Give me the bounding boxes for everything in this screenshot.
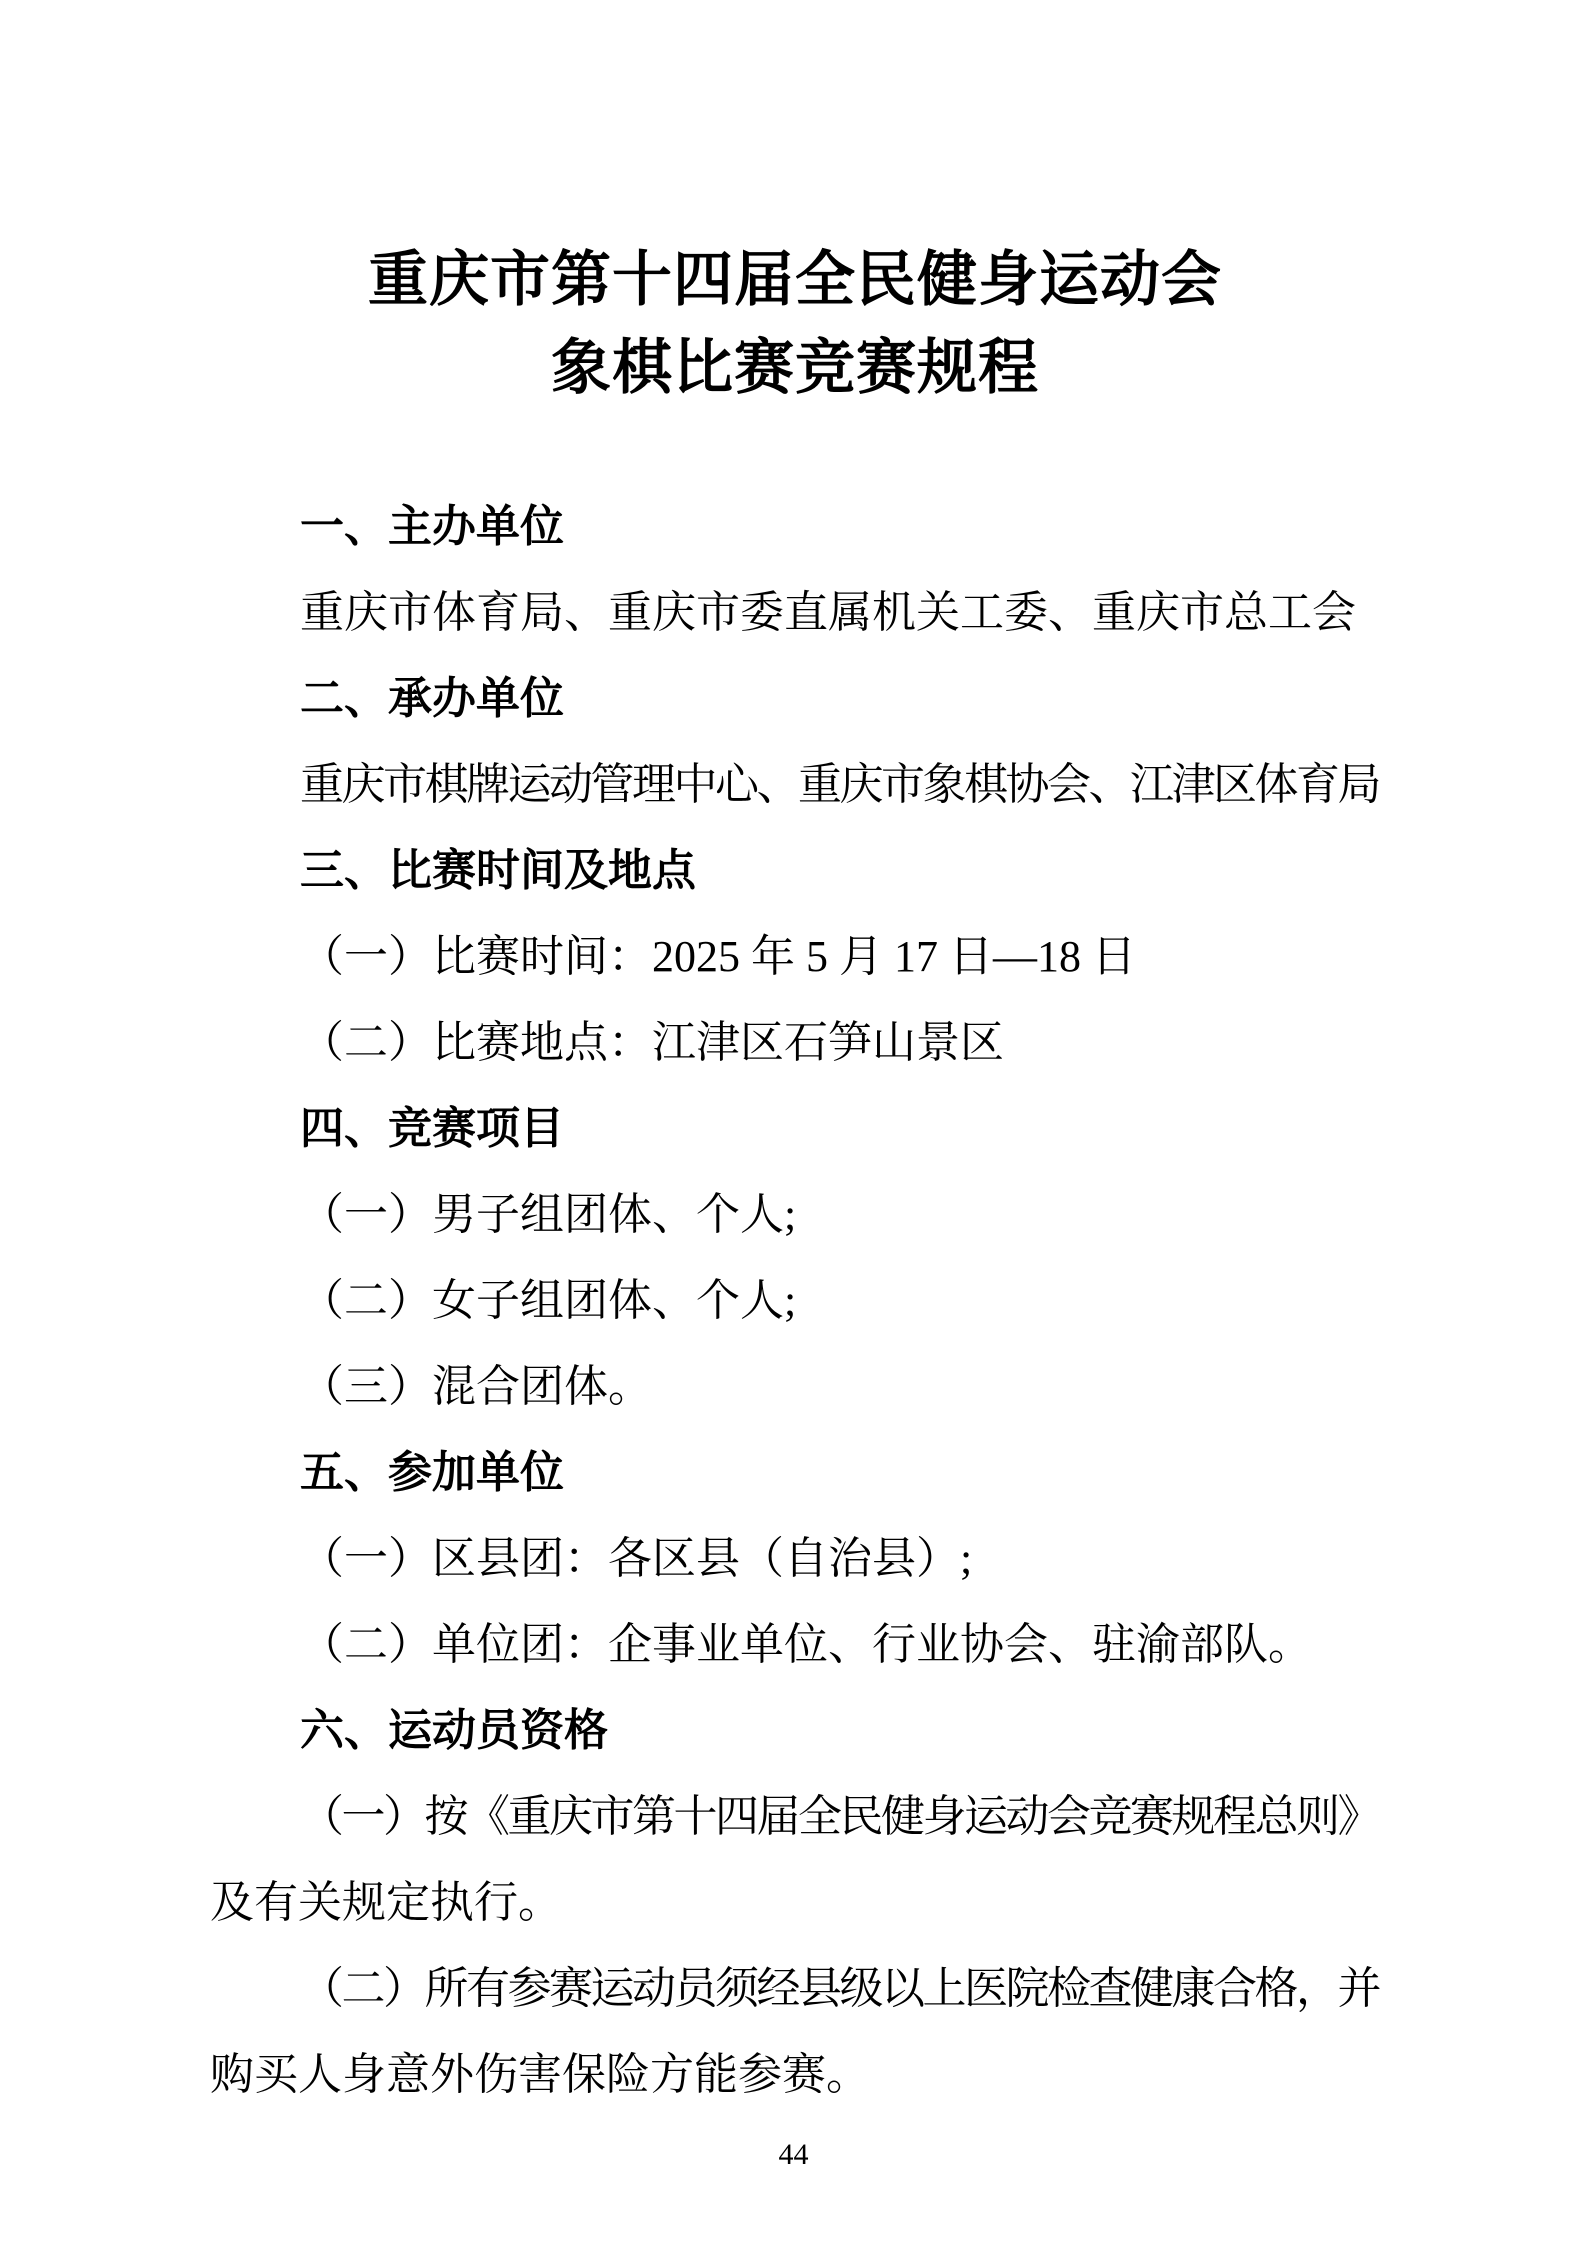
paragraph-line: （一）男子组团体、个人; [300, 1190, 797, 1239]
paragraph-line: （二）所有参赛运动员须经县级以上医院检查健康合格，并 [300, 1964, 1379, 2013]
document-body [210, 484, 1380, 2118]
section-heading-2: 二、承办单位 [300, 674, 564, 723]
document-title-line-2: 象棋比赛竞赛规程 [551, 335, 1039, 401]
paragraph-line: （二）女子组团体、个人; [300, 1276, 797, 1325]
section-heading-5: 五、参加单位 [300, 1448, 564, 1497]
section-heading-3: 三、比赛时间及地点 [300, 846, 696, 895]
paragraph-line: 及有关规定执行。 [210, 1878, 562, 1927]
paragraph-line: （二）单位团：企事业单位、行业协会、驻渝部队。 [300, 1620, 1312, 1669]
document-title [210, 236, 1380, 412]
section-heading-6: 六、运动员资格 [300, 1706, 608, 1755]
paragraph-line: （一）比赛时间：2025 年 5 月 17 日—18 日 [300, 932, 1136, 981]
section-heading-4: 四、竞赛项目 [300, 1104, 564, 1153]
paragraph-line: 购买人身意外伤害保险方能参赛。 [210, 2050, 870, 2099]
paragraph-line: （一）区县团：各区县（自治县）; [300, 1534, 973, 1583]
paragraph-line: （二）比赛地点：江津区石笋山景区 [300, 1018, 1004, 1067]
paragraph-line: （一）按《重庆市第十四届全民健身运动会竞赛规程总则》 [300, 1792, 1379, 1841]
document-title-line-1: 重庆市第十四届全民健身运动会 [368, 247, 1222, 313]
page-number: 44 [778, 2138, 809, 2171]
document-content [210, 0, 1380, 2118]
paragraph-line: 重庆市体育局、重庆市委直属机关工委、重庆市总工会 [300, 588, 1356, 637]
paragraph-line: 重庆市棋牌运动管理中心、重庆市象棋协会、江津区体育局 [300, 760, 1379, 809]
paragraph-line: （三）混合团体。 [300, 1362, 652, 1411]
section-heading-1: 一、主办单位 [300, 502, 564, 551]
